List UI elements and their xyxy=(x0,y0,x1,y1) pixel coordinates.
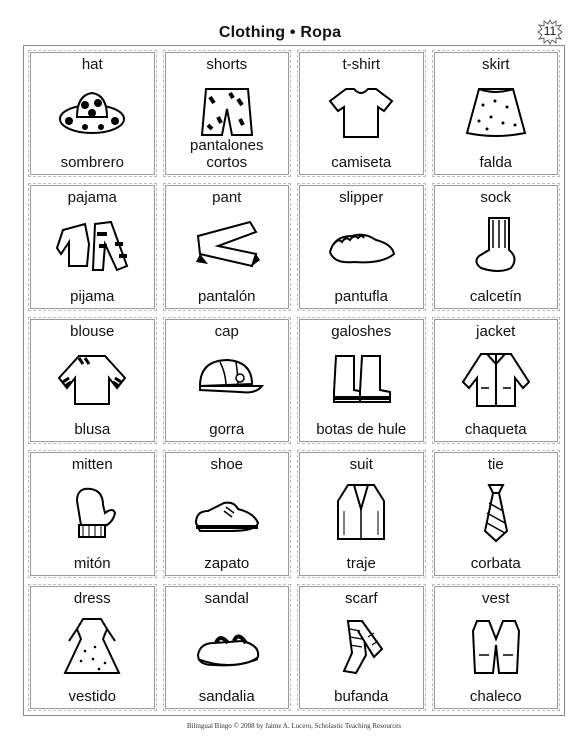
footer-credit: Bilingual Bingo © 2008 by Jaime A. Lucero, Scholastic Teaching Resources xyxy=(186,722,402,730)
cap-icon xyxy=(190,348,264,410)
english-word: pajama xyxy=(67,189,117,207)
bingo-card-scarf xyxy=(297,584,426,711)
spanish-word: calcetín xyxy=(469,287,522,305)
spanish-word: blusa xyxy=(74,421,111,439)
hat-icon xyxy=(55,81,129,143)
suit-icon xyxy=(324,481,398,543)
english-word: cap xyxy=(214,322,239,340)
bingo-card-tie xyxy=(432,450,561,577)
bingo-card-skirt xyxy=(432,50,561,177)
pant-icon xyxy=(190,214,264,276)
spanish-word: falda xyxy=(479,154,513,172)
english-word: sock xyxy=(480,189,512,207)
spanish-word: mitón xyxy=(73,554,111,572)
mitten-icon xyxy=(55,481,129,543)
bingo-card-suit xyxy=(297,450,426,577)
english-word: vest xyxy=(481,589,510,607)
bingo-card-vest xyxy=(432,584,561,711)
spanish-word: gorra xyxy=(209,421,245,439)
slipper-icon xyxy=(324,214,398,276)
bingo-card-jacket xyxy=(432,317,561,444)
shorts-icon xyxy=(190,81,264,143)
english-word: hat xyxy=(81,56,103,73)
jacket-icon xyxy=(459,348,533,410)
pajama-icon xyxy=(55,214,129,276)
page-number: 11 xyxy=(543,24,557,38)
spanish-word: pantalones cortos xyxy=(190,137,264,172)
bingo-card-grid xyxy=(23,45,565,716)
bingo-card-t-shirt xyxy=(297,50,426,177)
english-word: suit xyxy=(349,456,373,474)
spanish-word: traje xyxy=(346,554,376,572)
english-word: galoshes xyxy=(331,322,392,340)
spanish-word: botas de hule xyxy=(316,421,407,439)
blouse-icon xyxy=(55,348,129,410)
english-word: pant xyxy=(212,189,242,207)
spanish-word: chaqueta xyxy=(464,421,527,439)
english-word: slipper xyxy=(339,189,384,207)
english-word: skirt xyxy=(482,56,510,73)
bingo-card-dress xyxy=(28,584,157,711)
spanish-word: pantalón xyxy=(197,287,256,305)
spanish-word: pijama xyxy=(70,287,115,305)
english-word: dress xyxy=(73,589,111,607)
english-word: scarf xyxy=(344,589,378,607)
bingo-card-sandal xyxy=(163,584,292,711)
english-word: sandal xyxy=(204,589,249,607)
english-word: t-shirt xyxy=(342,56,380,73)
spanish-word: bufanda xyxy=(334,688,389,705)
bingo-card-shorts xyxy=(163,50,292,177)
spanish-word: pantufla xyxy=(334,287,388,305)
bingo-card-sock xyxy=(432,183,561,310)
galoshes-icon xyxy=(324,348,398,410)
bingo-card-mitten xyxy=(28,450,157,577)
english-word: jacket xyxy=(476,322,516,340)
sock-icon xyxy=(459,214,533,276)
spanish-word: chaleco xyxy=(469,688,522,705)
page-title: Clothing • Ropa xyxy=(218,24,342,41)
sandal-icon xyxy=(190,615,264,677)
shoe-icon xyxy=(190,481,264,543)
dress-icon xyxy=(55,615,129,677)
bingo-card-blouse xyxy=(28,317,157,444)
english-word: blouse xyxy=(70,322,115,340)
spanish-word: vestido xyxy=(68,688,117,705)
page-number-badge xyxy=(537,19,563,45)
bingo-card-pajama xyxy=(28,183,157,310)
bingo-card-galoshes xyxy=(297,317,426,444)
tshirt-icon xyxy=(324,81,398,143)
english-word: shoe xyxy=(210,456,244,474)
bingo-card-cap xyxy=(163,317,292,444)
scarf-icon xyxy=(324,615,398,677)
spanish-word: camiseta xyxy=(331,154,392,172)
bingo-card-pant xyxy=(163,183,292,310)
skirt-icon xyxy=(459,81,533,143)
spanish-word: sombrero xyxy=(60,154,124,172)
bingo-card-shoe xyxy=(163,450,292,577)
bingo-card-slipper xyxy=(297,183,426,310)
spanish-word: sandalia xyxy=(198,688,255,705)
spanish-word: zapato xyxy=(204,554,250,572)
spanish-word: corbata xyxy=(470,554,521,572)
english-word: shorts xyxy=(206,56,248,73)
tie-icon xyxy=(459,481,533,543)
english-word: tie xyxy=(487,456,504,474)
vest-icon xyxy=(459,615,533,677)
bingo-card-hat xyxy=(28,50,157,177)
english-word: mitten xyxy=(71,456,113,474)
